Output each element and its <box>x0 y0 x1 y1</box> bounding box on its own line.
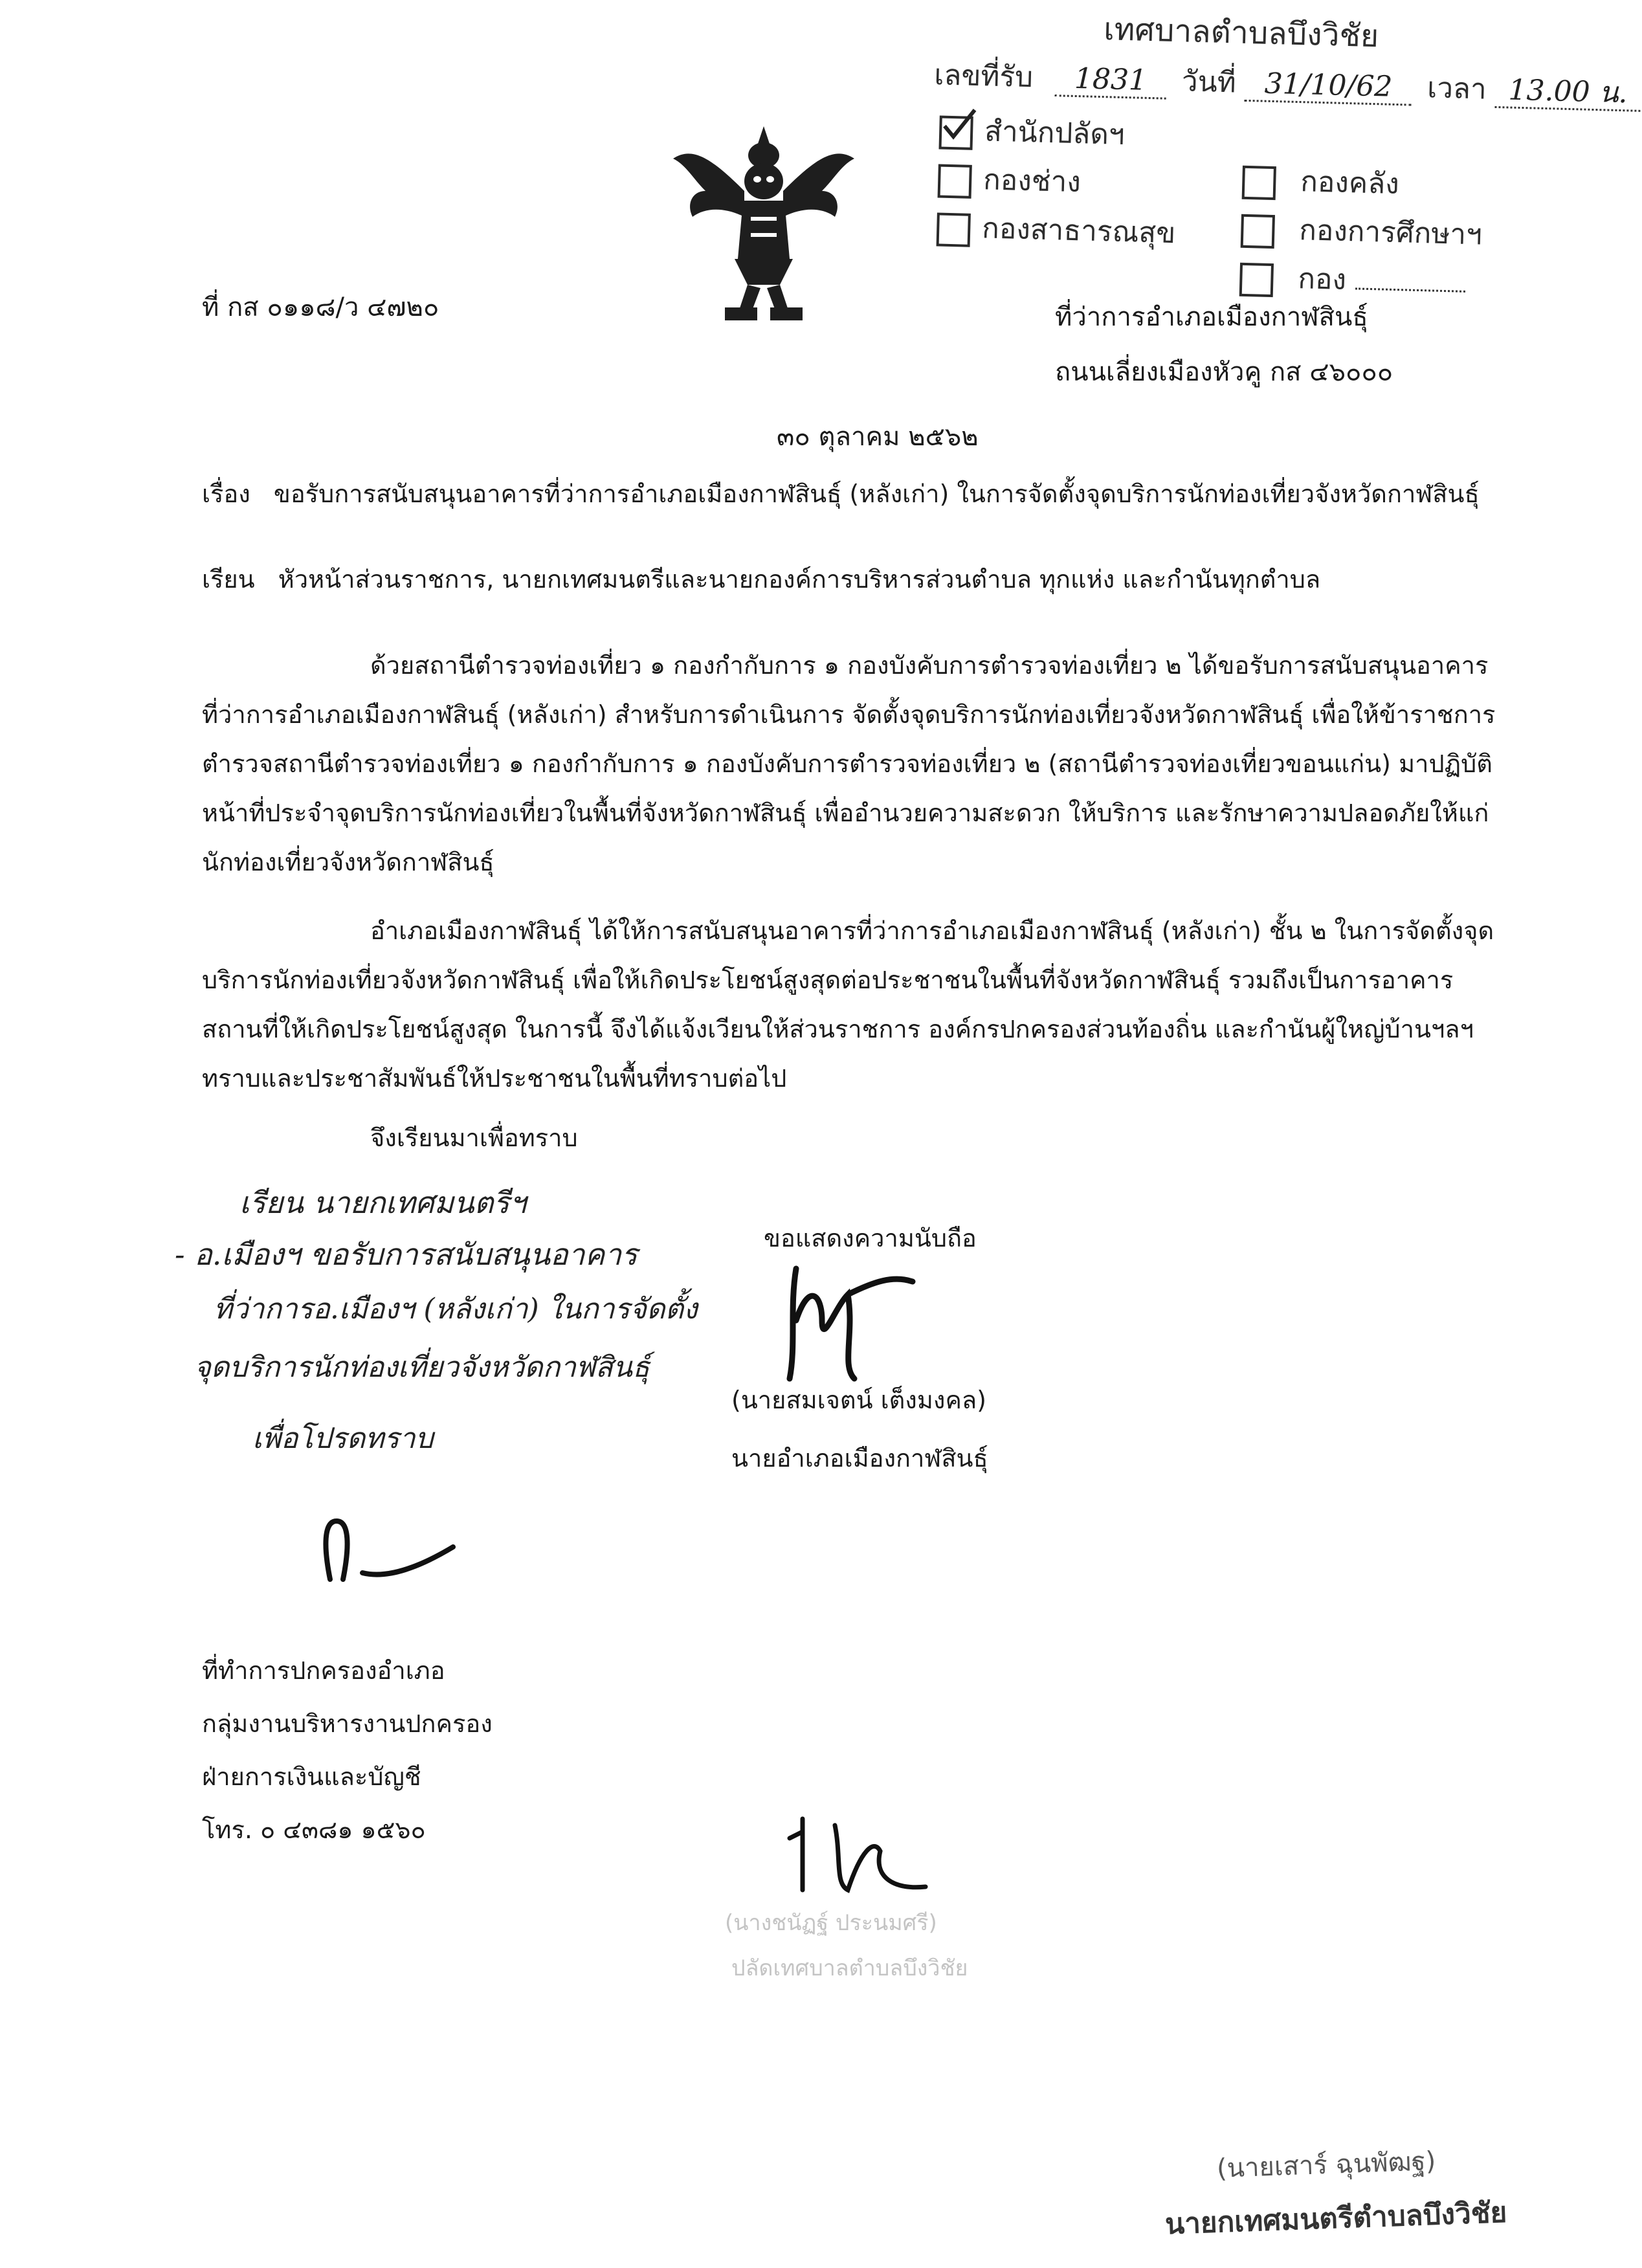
stamp-option-other <box>1298 261 1466 301</box>
subject-text: ขอรับการสนับสนุนอาคารที่ว่าการอำเภอเมืองกาฬสินธุ์ (หลังเก่า) ในการจัดตั้งจุดบริการนักท่องเที่ยวจังหวัดกาฬสินธุ์ <box>273 480 1480 508</box>
stamp-date-value: 31/10/62 <box>1245 67 1412 106</box>
document-number: ที่ กส ๐๑๑๘/ว ๔๗๒๐ <box>202 293 439 322</box>
deputy-signature <box>783 1812 938 1911</box>
office-address-line1: ที่ว่าการอำเภอเมืองกาฬสินธุ์ <box>1055 302 1368 332</box>
handwritten-note-line3: ที่ว่าการอ.เมืองฯ (หลังเก่า) ในการจัดตั้ง <box>214 1293 698 1326</box>
contact-line1: ที่ทำการปกครองอำเภอ <box>202 1656 445 1685</box>
contact-line3: ฝ่ายการเงินและบัญชี <box>202 1762 421 1791</box>
stamp-time-label: เวลา <box>1426 71 1487 106</box>
stamp-option-office: สำนักปลัดฯ <box>984 115 1126 151</box>
garuda-emblem <box>667 120 861 333</box>
closing-request: จึงเรียนมาเพื่อทราบ <box>370 1124 578 1152</box>
stamp-date-label: วันที่ <box>1181 65 1237 100</box>
closing-regards: ขอแสดงความนับถือ <box>764 1224 977 1252</box>
chief-signature <box>783 1256 926 1393</box>
body-paragraph-2: อำเภอเมืองกาฬสินธุ์ ได้ให้การสนับสนุนอาคารที่ว่าการอำเภอเมืองกาฬสินธุ์ (หลังเก่า) ชั้น ๒ ในการจัดตั้งจุดบริการนักท่องเที่ยวจังหวัดกาฬสินธุ์ เพื่อให้เกิดประโยชน์สูงสุดต่อประชาชนในพื้นที่จังหวัดกาฬสินธุ์ รวมถึงเป็นการอาคารสถานที่ให้เกิดประโยชน์สูงสุด ในการนี้ จึงได้แจ้งเวียนให้ส่วนราชการ องค์กรปกครองส่วนท้องถิ่น และกำนันผู้ใหญ่บ้านฯลฯ ทราบและประชาสัมพันธ์ให้ประชาชนในพื้นที่ทราบต่อไป <box>202 917 1494 1093</box>
office-address-line2: ถนนเลี่ยงเมืองหัวคู กส ๔๖๐๐๐ <box>1055 357 1393 387</box>
recipient-line <box>202 564 1320 595</box>
subject-line <box>202 479 1480 510</box>
stamp-org-name: เทศบาลตำบลบึงวิชัย <box>1103 11 1379 55</box>
received-stamp <box>928 5 1628 324</box>
initials-signature <box>317 1508 466 1600</box>
signer-name: (นายสมเจตน์ เต็งมงคล) <box>731 1386 986 1414</box>
mayor-name-stamp: (นายเสาร์ ฉุนพัฒฐ) <box>1216 2146 1437 2184</box>
subject-label: เรื่อง <box>202 480 250 508</box>
stamp-checkbox-education <box>1241 214 1275 249</box>
stamp-checkbox-office <box>938 116 973 150</box>
stamp-option-finance: กองคลัง <box>1300 165 1400 201</box>
stamp-received-label: เลขที่รับ <box>933 58 1034 94</box>
handwritten-note-line1: เรียน นายกเทศมนตรีฯ <box>239 1185 526 1220</box>
signer-title: นายอำเภอเมืองกาฬสินธุ์ <box>731 1444 988 1473</box>
faded-stamp-line1: (นางชนัฏฐ์ ประนมศรี) <box>725 1910 937 1936</box>
stamp-checkbox-engineering <box>938 164 972 198</box>
body-paragraph-1: ด้วยสถานีตำรวจท่องเที่ยว ๑ กองกำกับการ ๑ กองบังคับการตำรวจท่องเที่ยว ๒ ได้ขอรับการสนับสนุนอาคารที่ว่าการอำเภอเมืองกาฬสินธุ์ (หลังเก่า) สำหรับการดำเนินการ จัดตั้งจุดบริการนักท่องเที่ยวจังหวัดกาฬสินธุ์ เพื่อให้ข้าราชการตำรวจสถานีตำรวจท่องเที่ยว ๑ กองกำกับการ ๑ กองบังคับการตำรวจท่องเที่ยว ๒ (สถานีตำรวจท่องเที่ยวขอนแก่น) มาปฏิบัติหน้าที่ประจำจุดบริการนักท่องเที่ยวในพื้นที่จังหวัดกาฬสินธุ์ เพื่ออำนวยความสะดวก ให้บริการ และรักษาความปลอดภัยให้แก่นักท่องเที่ยวจังหวัดกาฬสินธุ์ <box>202 651 1496 876</box>
stamp-received-no: 1831 <box>1054 61 1166 99</box>
stamp-option-other-label: กอง <box>1297 262 1347 297</box>
stamp-option-health: กองสาธารณสุข <box>981 212 1176 250</box>
stamp-option-other-blank <box>1355 287 1465 292</box>
stamp-checkbox-health <box>937 212 971 247</box>
stamp-time-value: 13.00 น. <box>1495 73 1641 112</box>
document-date: ๓๐ ตุลาคม ๒๕๖๒ <box>777 422 979 452</box>
recipient-label: เรียน <box>202 565 255 594</box>
contact-phone: โทร. ๐ ๔๓๘๑ ๑๕๖๐ <box>202 1816 426 1844</box>
stamp-checkbox-other <box>1239 263 1274 297</box>
recipient-text: หัวหน้าส่วนราชการ, นายกเทศมนตรีและนายกองค์การบริหารส่วนตำบล ทุกแห่ง และกำนันทุกตำบล <box>278 565 1321 594</box>
stamp-checkbox-finance <box>1242 166 1276 200</box>
stamp-option-education: กองการศึกษาฯ <box>1298 214 1483 252</box>
contact-line2: กลุ่มงานบริหารงานปกครอง <box>202 1709 493 1738</box>
handwritten-note-line5: เพื่อโปรดทราบ <box>252 1422 434 1455</box>
stamp-option-engineering: กองช่าง <box>982 163 1082 199</box>
stamp-received-row <box>934 57 1641 111</box>
handwritten-note-line2: - อ.เมืองฯ ขอรับการสนับสนุนอาคาร <box>175 1237 638 1272</box>
faded-stamp-line2: ปลัดเทศบาลตำบลบึงวิชัย <box>731 1955 968 1981</box>
mayor-title-stamp: นายกเทศมนตรีตำบลบึงวิชัย <box>1164 2196 1508 2241</box>
handwritten-note-line4: จุดบริการนักท่องเที่ยวจังหวัดกาฬสินธุ์ <box>194 1351 650 1384</box>
